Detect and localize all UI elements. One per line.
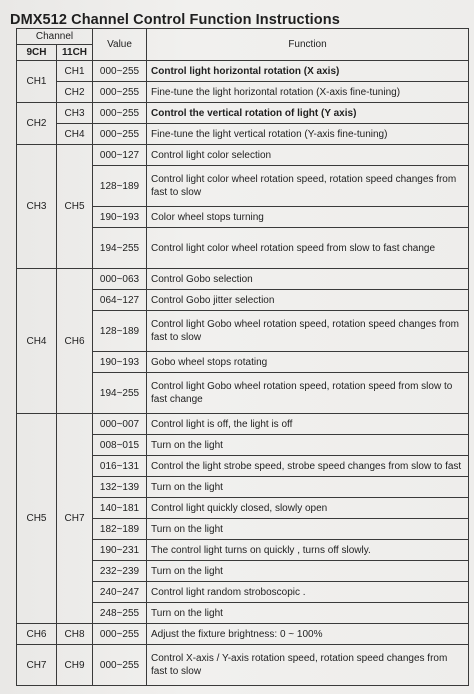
cell-value: 248~255 [93, 603, 147, 624]
cell-value: 190~193 [93, 207, 147, 228]
page-title: DMX512 Channel Control Function Instructions [10, 12, 340, 28]
cell-function: Control light quickly closed, slowly open [147, 498, 469, 519]
cell-value: 190~193 [93, 352, 147, 373]
table-row [17, 624, 469, 645]
cell-11ch: CH1 [57, 61, 93, 82]
cell-11ch: CH5 [57, 145, 93, 269]
table-row [17, 645, 469, 686]
cell-function: Fine-tune the light vertical rotation (Y-axis fine-tuning) [147, 124, 469, 145]
cell-11ch: CH7 [57, 414, 93, 624]
cell-value: 016~131 [93, 456, 147, 477]
cell-value: 000~255 [93, 124, 147, 145]
header-9ch: 9CH [17, 45, 57, 61]
cell-value: 000~007 [93, 414, 147, 435]
cell-function: Control the light strobe speed, strobe speed changes from slow to fast [147, 456, 469, 477]
cell-value: 000~255 [93, 624, 147, 645]
cell-9ch: CH5 [17, 414, 57, 624]
cell-function: Fine-tune the light horizontal rotation (X-axis fine-tuning) [147, 82, 469, 103]
table-row [17, 145, 469, 166]
table-row [17, 61, 469, 82]
table-row [17, 103, 469, 124]
cell-function: Gobo wheel stops rotating [147, 352, 469, 373]
cell-function: Turn on the light [147, 561, 469, 582]
table-row [17, 414, 469, 435]
table-row [17, 269, 469, 290]
cell-9ch: CH6 [17, 624, 57, 645]
table-row [17, 124, 469, 145]
cell-9ch: CH4 [17, 269, 57, 414]
cell-function: Control X-axis / Y-axis rotation speed, rotation speed changes from fast to slow [147, 645, 469, 686]
cell-function: Turn on the light [147, 435, 469, 456]
cell-function: Adjust the fixture brightness: 0 ~ 100% [147, 624, 469, 645]
cell-value: 194~255 [93, 373, 147, 414]
cell-value: 240~247 [93, 582, 147, 603]
cell-function: The control light turns on quickly , turns off slowly. [147, 540, 469, 561]
cell-function: Control Gobo selection [147, 269, 469, 290]
table-row [17, 82, 469, 103]
cell-function: Turn on the light [147, 519, 469, 540]
cell-value: 000~255 [93, 82, 147, 103]
cell-function: Control light random stroboscopic . [147, 582, 469, 603]
cell-value: 194~255 [93, 228, 147, 269]
cell-11ch: CH9 [57, 645, 93, 686]
cell-function: Control the vertical rotation of light (Y axis) [147, 103, 469, 124]
cell-9ch: CH2 [17, 103, 57, 145]
cell-function: Control light color selection [147, 145, 469, 166]
cell-value: 000~127 [93, 145, 147, 166]
cell-value: 128~189 [93, 166, 147, 207]
cell-11ch: CH4 [57, 124, 93, 145]
cell-value: 000~255 [93, 645, 147, 686]
cell-function: Control Gobo jitter selection [147, 290, 469, 311]
cell-value: 232~239 [93, 561, 147, 582]
cell-value: 132~139 [93, 477, 147, 498]
cell-function: Control light Gobo wheel rotation speed, rotation speed from slow to fast change [147, 373, 469, 414]
cell-11ch: CH2 [57, 82, 93, 103]
cell-function: Turn on the light [147, 603, 469, 624]
cell-value: 000~063 [93, 269, 147, 290]
cell-function: Control light color wheel rotation speed from slow to fast change [147, 228, 469, 269]
header-row [17, 29, 469, 45]
header-function: Function [147, 29, 469, 61]
cell-function: Color wheel stops turning [147, 207, 469, 228]
cell-value: 128~189 [93, 311, 147, 352]
cell-function: Turn on the light [147, 477, 469, 498]
cell-function: Control light color wheel rotation speed, rotation speed changes from fast to slow [147, 166, 469, 207]
cell-value: 008~015 [93, 435, 147, 456]
cell-value: 140~181 [93, 498, 147, 519]
cell-value: 182~189 [93, 519, 147, 540]
cell-function: Control light Gobo wheel rotation speed, rotation speed changes from fast to slow [147, 311, 469, 352]
cell-11ch: CH8 [57, 624, 93, 645]
cell-value: 190~231 [93, 540, 147, 561]
cell-value: 000~255 [93, 103, 147, 124]
cell-value: 064~127 [93, 290, 147, 311]
header-11ch: 11CH [57, 45, 93, 61]
cell-11ch: CH6 [57, 269, 93, 414]
cell-9ch: CH1 [17, 61, 57, 103]
cell-function: Control light horizontal rotation (X axis) [147, 61, 469, 82]
cell-9ch: CH7 [17, 645, 57, 686]
cell-9ch: CH3 [17, 145, 57, 269]
cell-11ch: CH3 [57, 103, 93, 124]
cell-value: 000~255 [93, 61, 147, 82]
channel-table [16, 28, 469, 686]
cell-function: Control light is off, the light is off [147, 414, 469, 435]
header-channel: Channel [17, 29, 93, 45]
header-value: Value [93, 29, 147, 61]
